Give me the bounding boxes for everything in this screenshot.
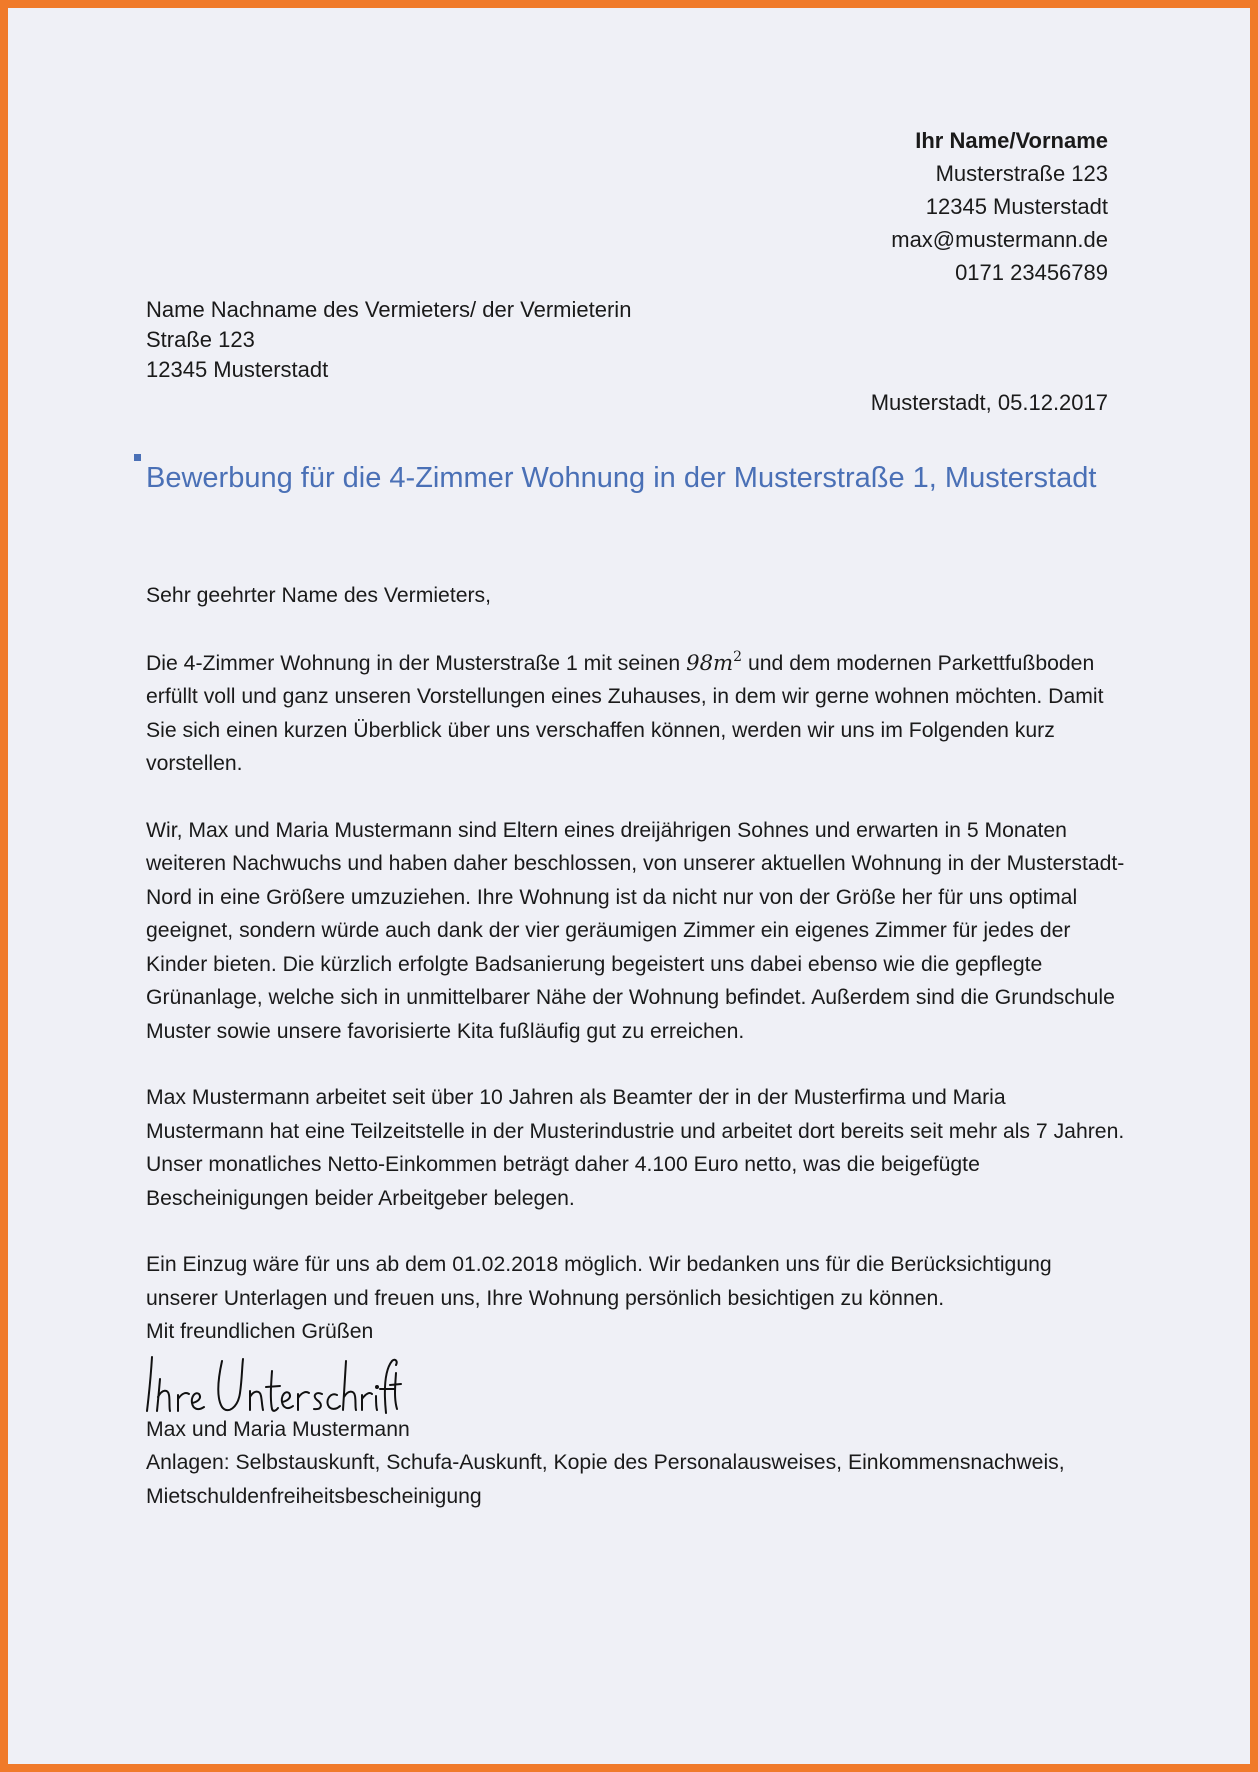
area-value: 98m — [686, 649, 734, 675]
date-line: Musterstadt, 05.12.2017 — [870, 390, 1108, 415]
sender-street: Musterstraße 123 — [935, 161, 1108, 186]
recipient-city: 12345 Musterstadt — [146, 357, 329, 382]
paragraph-family: Wir, Max und Maria Mustermann sind Eltern eines dreijährigen Sohnes und erwarten in 5 Monaten weiteren Nachwuchs und haben daher beschlossen, von unserer aktuellen Wohnung in der Musterstadt-Nord in eine Größere umzuziehen. Ihre Wohnung ist da nicht nur von der Größe her für uns optimal geeignet, sondern würde auch dank der vier geräumigen Zimmer ein eigenes Zimmer für jedes der Kinder bieten. Die kürzlich erfolgte Badsanierung begeistert uns dabei ebenso wie die gepflegte Grünanlage, welche sich in unmittelbarer Nähe der Wohnung befindet. Außerdem sind die Grundschule Muster sowie unsere favorisierte Kita fußläufig gut zu erreichen. — [146, 818, 1125, 1043]
paragraph-intro-start: Die 4-Zimmer Wohnung in der Musterstraße 1 mit seinen — [146, 651, 687, 675]
closing: Mit freundlichen Grüßen — [146, 1320, 374, 1343]
subject-heading: Bewerbung für die 4-Zimmer Wohnung in der Musterstraße 1, Musterstadt — [146, 462, 1097, 494]
enclosures: Anlagen: Selbstauskunft, Schufa-Auskunft, Kopie des Personalausweises, Einkommensnachweis, Mietschuldenfreiheitsbescheinigung — [146, 1451, 1065, 1508]
signature-image — [142, 1349, 402, 1419]
recipient-name: Name Nachname des Vermieters/ der Vermieterin — [146, 297, 632, 322]
salutation: Sehr geehrter Name des Vermieters, — [146, 584, 492, 607]
paragraph-income: Max Mustermann arbeitet seit über 10 Jahren als Beamter der in der Musterfirma und Maria Mustermann hat eine Teilzeitstelle in der Musterindustrie und arbeitet dort bereits seit mehr als 7 Jahren. Unser monatliches Netto-Einkommen beträgt daher 4.100 Euro netto, was die beigefügte Bescheinigungen beider Arbeitgeber belegen. — [146, 1086, 1125, 1210]
paragraph-marker — [134, 454, 141, 461]
sender-city: 12345 Musterstadt — [925, 194, 1108, 219]
letter-body — [146, 579, 1126, 1513]
paragraph-move-in: Ein Einzug wäre für uns ab dem 01.02.2018 möglich. Wir bedanken uns für die Berücksichtigung unserer Unterlagen und freuen uns, Ihre Wohnung persönlich besichtigen zu können. — [146, 1253, 1052, 1310]
sender-email: max@mustermann.de — [891, 227, 1108, 252]
signatory-name: Max und Maria Mustermann — [146, 1417, 410, 1441]
area-formula — [686, 650, 742, 675]
sender-phone: 0171 23456789 — [955, 260, 1108, 285]
paragraph-intro — [146, 646, 1126, 781]
area-exponent: 2 — [733, 648, 743, 665]
recipient-street: Straße 123 — [146, 327, 255, 352]
sender-name: Ihr Name/Vorname — [915, 128, 1108, 153]
paragraph-intro-end: und dem modernen Parkettfußboden erfüllt voll und ganz unseren Vorstellungen eines Zuhauses, in dem wir gerne wohnen möchten. Damit Sie sich einen kurzen Überblick über uns verschaffen können, werden wir uns im Folgenden kurz vorstellen. — [146, 651, 1104, 775]
sender-block — [891, 124, 1108, 289]
recipient-block — [146, 295, 631, 385]
